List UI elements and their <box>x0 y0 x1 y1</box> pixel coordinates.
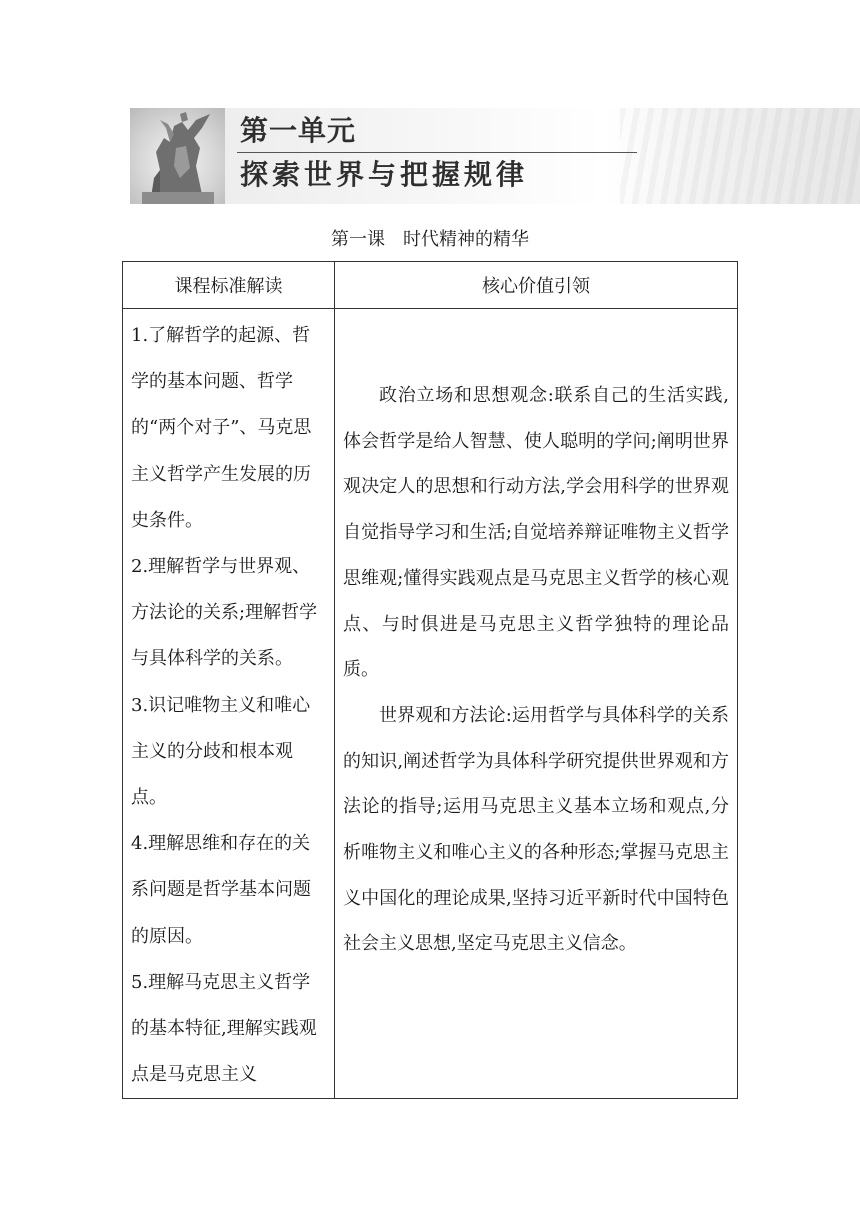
unit-subtitle: 探索世界与把握规律 <box>240 158 529 191</box>
table-row <box>123 309 738 1099</box>
core-value-paragraph: 世界观和方法论:运用哲学与具体科学的关系的知识,阐述哲学为具体科学研究提供世界观和方法论的指导;运用马克思主义基本立场和观点,分析唯物主义和唯心主义的各种形态;掌握马克思主义中国化的理论成果,坚持习近平新时代中国特色社会主义思想,坚定马克思主义信念。 <box>343 704 729 955</box>
standard-item: 4.理解思维和存在的关系问题是哲学基本问题的原因。 <box>131 833 311 947</box>
core-values-cell <box>335 309 738 1099</box>
header-curriculum-standard: 课程标准解读 <box>123 262 335 309</box>
standards-cell <box>123 309 335 1099</box>
standard-item: 1.了解哲学的起源、哲学的基本问题、哲学的“两个对子”、马克思主义哲学产生发展的历史条件。 <box>131 325 312 531</box>
table-header-row <box>123 262 738 309</box>
standard-item: 5.理解马克思主义哲学的基本特征,理解实践观点是马克思主义 <box>131 971 317 1086</box>
curriculum-table <box>122 261 738 1099</box>
statue-image <box>130 108 225 204</box>
unit-title: 第一单元 <box>240 114 357 147</box>
standard-item: 3.识记唯物主义和唯心主义的分歧和根本观点。 <box>131 694 311 809</box>
standard-item: 2.理解哲学与世界观、方法论的关系;理解哲学与具体科学的关系。 <box>131 556 318 670</box>
banner-decoration <box>620 108 860 204</box>
lesson-title: 第一课 时代精神的精华 <box>331 229 529 250</box>
header-core-values: 核心价值引领 <box>335 262 738 309</box>
statue-illustration <box>130 108 225 204</box>
title-divider <box>237 152 637 153</box>
core-value-paragraph: 政治立场和思想观念:联系自己的生活实践,体会哲学是给人智慧、使人聪明的学问;阐明世界观决定人的思想和行动方法,学会用科学的世界观自觉指导学习和生活;自觉培养辩证唯物主义哲学思维观;懂得实践观点是马克思主义哲学的核心观点、与时俱进是马克思主义哲学独特的理论品质。 <box>343 385 729 681</box>
